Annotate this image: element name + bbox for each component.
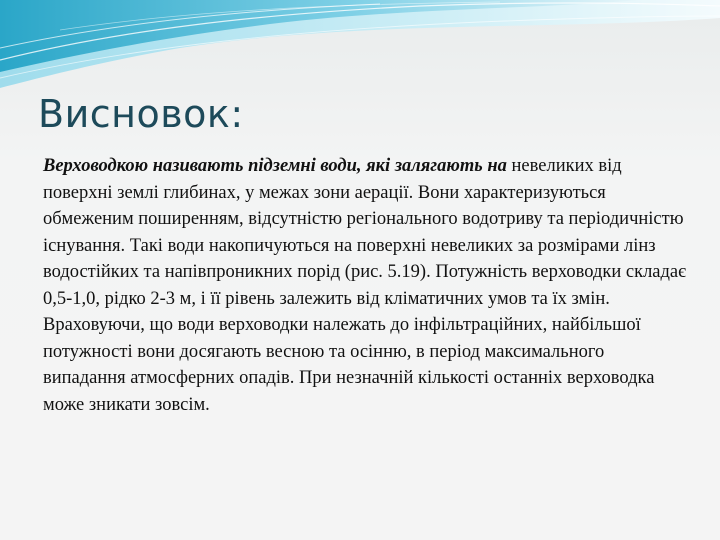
wave-decoration (0, 0, 720, 90)
paragraph-lead: Верховодкою називають підземні води, які залягають на (43, 156, 507, 176)
slide-title: Висновок: (38, 92, 244, 136)
body-paragraph (43, 153, 691, 418)
paragraph-body: невеликих від поверхні землі глибинах, у межах зони аерації. Вони характеризуються обмеженим поширенням, відсутністю регіонального водотриву та періодичністю існування. Такі води накопичуються на поверхні невеликих за розмірами лінз водостійких та напівпроникних порід (рис. 5.19). Потужність верховодки складає 0,5-1,0, рідко 2-3 м, і її рівень залежить від кліматичних умов та їх змін. Враховуючи, що води верховодки належать до інфільтраційних, найбільшої потужності вони досягають весною та осінню, в період максимального випадання атмосферних опадів. При незначній кількості останніх верховодка може зникати зовсім. (43, 156, 687, 415)
